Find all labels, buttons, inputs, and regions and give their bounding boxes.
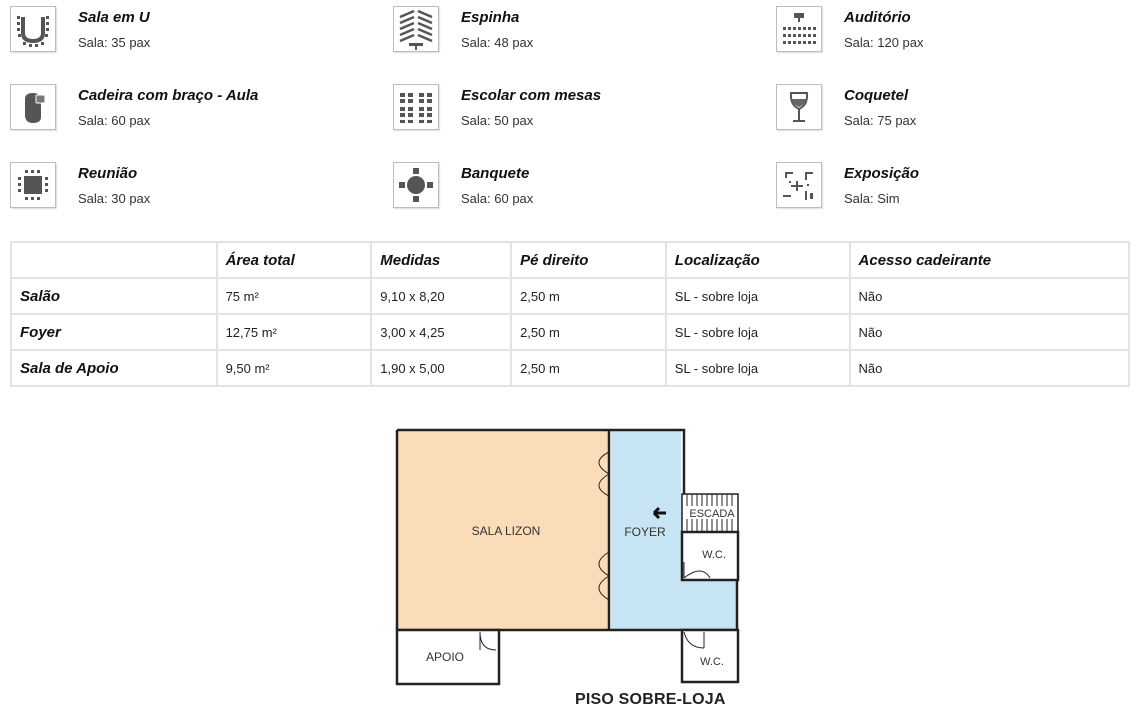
column-header: Acesso cadeirante xyxy=(850,242,1129,278)
layout-item xyxy=(10,6,393,54)
u-shape-icon xyxy=(10,6,56,52)
layout-capacity: Sala: 120 pax xyxy=(844,35,924,50)
layout-item xyxy=(10,84,393,132)
wc-label: W.C. xyxy=(700,656,724,668)
table-cell: 2,50 m xyxy=(511,278,666,314)
sala-label: SALA LIZON xyxy=(471,524,541,538)
table-cell: Não xyxy=(850,314,1129,350)
table-cell: 75 m² xyxy=(217,278,372,314)
layout-capacity: Sala: 30 pax xyxy=(78,191,151,206)
layout-title: Escolar com mesas xyxy=(461,87,602,104)
row-header: Foyer xyxy=(11,314,217,350)
row-header: Sala de Apoio xyxy=(11,350,217,386)
school-tables-icon xyxy=(393,84,439,130)
layout-item xyxy=(10,162,393,210)
layout-title: Exposição xyxy=(844,165,920,182)
armchair-icon xyxy=(10,84,56,130)
column-header xyxy=(11,242,217,278)
layout-item xyxy=(776,162,1132,210)
table-cell: Não xyxy=(850,278,1129,314)
layout-capacity: Sala: 60 pax xyxy=(461,191,534,206)
table-row xyxy=(11,314,1129,350)
column-header: Localização xyxy=(666,242,850,278)
layout-grid xyxy=(10,6,1132,210)
table-cell: 2,50 m xyxy=(511,314,666,350)
layout-item xyxy=(776,84,1132,132)
table-row xyxy=(11,278,1129,314)
layout-item xyxy=(393,162,776,210)
layout-capacity: Sala: 75 pax xyxy=(844,113,917,128)
column-header: Pé direito xyxy=(511,242,666,278)
escada-label: ESCADA xyxy=(689,508,735,520)
table-cell: SL - sobre loja xyxy=(666,350,850,386)
layout-item xyxy=(393,84,776,132)
table-cell: SL - sobre loja xyxy=(666,278,850,314)
banquet-icon xyxy=(393,162,439,208)
floor-plan xyxy=(392,424,744,686)
layout-title: Coquetel xyxy=(844,87,909,104)
meeting-table-icon xyxy=(10,162,56,208)
layout-capacity: Sala: Sim xyxy=(844,191,900,206)
layout-capacity: Sala: 48 pax xyxy=(461,35,534,50)
table-cell: 12,75 m² xyxy=(217,314,372,350)
table-cell: Não xyxy=(850,350,1129,386)
layout-title: Reunião xyxy=(78,165,138,182)
layout-options xyxy=(10,6,1132,210)
auditorium-icon xyxy=(776,6,822,52)
floor-plan-title: PISO SOBRE-LOJA xyxy=(575,691,726,708)
layout-capacity: Sala: 60 pax xyxy=(78,113,151,128)
table-cell: 3,00 x 4,25 xyxy=(371,314,511,350)
table-cell: 2,50 m xyxy=(511,350,666,386)
herringbone-icon xyxy=(393,6,439,52)
table-row xyxy=(11,350,1129,386)
exhibition-icon xyxy=(776,162,822,208)
column-header: Área total xyxy=(217,242,372,278)
table-cell: 9,50 m² xyxy=(217,350,372,386)
layout-title: Espinha xyxy=(461,9,520,26)
foyer-label: FOYER xyxy=(624,525,666,539)
wine-glass-icon xyxy=(776,84,822,130)
column-header: Medidas xyxy=(371,242,511,278)
layout-title: Sala em U xyxy=(78,9,150,26)
layout-item xyxy=(776,6,1132,54)
table-cell: 1,90 x 5,00 xyxy=(371,350,511,386)
table-header-row xyxy=(11,242,1129,278)
layout-title: Auditório xyxy=(844,9,911,26)
table-cell: 9,10 x 8,20 xyxy=(371,278,511,314)
layout-title: Banquete xyxy=(461,165,530,182)
room-details-table xyxy=(10,241,1130,387)
layout-capacity: Sala: 35 pax xyxy=(78,35,151,50)
layout-title: Cadeira com braço - Aula xyxy=(78,87,259,104)
row-header: Salão xyxy=(11,278,217,314)
wc-label: W.C. xyxy=(702,549,726,561)
layout-item xyxy=(393,6,776,54)
layout-capacity: Sala: 50 pax xyxy=(461,113,534,128)
apoio-label: APOIO xyxy=(425,650,465,664)
table-cell: SL - sobre loja xyxy=(666,314,850,350)
